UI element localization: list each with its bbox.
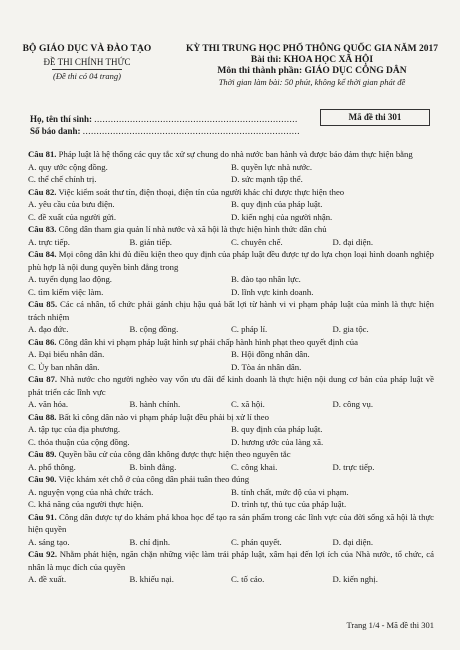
- question-number: Câu 92.: [28, 549, 58, 559]
- question-stem: [28, 186, 434, 199]
- question-item: [28, 223, 434, 248]
- answer-option: D. trình tự, thủ tục của pháp luật.: [231, 499, 347, 509]
- answer-options: [28, 348, 434, 373]
- answer-option: A. sáng tạo.: [28, 536, 70, 547]
- question-number: Câu 83.: [28, 224, 57, 234]
- answer-option: C. công khai.: [231, 461, 278, 472]
- candidate-name-row: [30, 113, 300, 125]
- answer-option: A. quy ước cộng đồng.: [28, 161, 108, 172]
- answer-options: [28, 323, 434, 336]
- candidate-id-field: ...............................................................................: [82, 126, 301, 136]
- answer-option: D. kiến nghị của người nhận.: [231, 211, 333, 222]
- answer-option: A. đạo đức.: [28, 324, 69, 334]
- answer-option: C. pháp lí.: [231, 324, 268, 334]
- candidate-name-field: ..........................................................................: [94, 114, 298, 124]
- answer-option: A. phổ thông.: [28, 461, 76, 472]
- answer-option: D. đại diện.: [332, 236, 374, 247]
- answer-option: B. bình đẳng.: [129, 461, 177, 472]
- answer-option: B. quy định của pháp luật.: [231, 424, 323, 434]
- question-text: Công dân được tự do khám phá khoa học để tạo ra sản phẩm trong các lĩnh vực của đời sống xã hội là thực hiện quyền: [28, 511, 435, 534]
- answer-option: D. gia tộc.: [332, 324, 369, 334]
- question-stem: [28, 548, 434, 573]
- question-item: [28, 148, 434, 186]
- question-number: Câu 84.: [28, 249, 57, 259]
- question-number: Câu 87.: [28, 374, 58, 384]
- question-stem: [28, 148, 434, 161]
- answer-option: C. tìm kiếm việc làm.: [28, 286, 104, 297]
- question-text: Nhằm phát hiện, ngăn chặn những việc làm trái pháp luật, xâm hại đến lợi ích của Nhà nước, tổ chức, cá nhân là mục đích của quyền: [28, 549, 435, 572]
- answer-options: [28, 423, 434, 448]
- answer-option: D. lĩnh vực kinh doanh.: [231, 286, 314, 297]
- answer-option: C. tố cáo.: [231, 574, 265, 584]
- answer-option: A. trực tiếp.: [28, 236, 70, 247]
- ministry-name: BỘ GIÁO DỤC VÀ ĐÀO TẠO: [22, 44, 152, 54]
- question-number: Câu 82.: [28, 186, 57, 197]
- answer-option: A. nguyện vọng của nhà chức trách.: [28, 486, 154, 497]
- question-stem: [28, 336, 434, 349]
- exam-part: Bài thi: KHOA HỌC XÃ HỘI: [250, 55, 374, 65]
- answer-option: B. gián tiếp.: [129, 236, 172, 247]
- question-number: Câu 81.: [28, 149, 57, 159]
- question-stem: [28, 448, 434, 461]
- answer-option: B. quy định của pháp luật.: [231, 199, 323, 209]
- answer-options: [28, 236, 434, 249]
- question-text: Việc kiểm soát thư tín, điện thoại, điện tín của người khác chỉ được thực hiện theo: [58, 186, 345, 197]
- question-text: Công dân tham gia quản lí nhà nước và xã hội là thực hiện hình thức dân chủ: [58, 224, 327, 234]
- answer-option: C. thể chế chính trị.: [28, 174, 97, 184]
- answer-option: B. đào tạo nhân lực.: [231, 274, 301, 284]
- exam-code-box: Mã đề thi 301: [320, 109, 430, 126]
- answer-option: C. thỏa thuận của cộng đồng.: [28, 436, 130, 447]
- answer-option: B. hành chính.: [129, 399, 181, 409]
- answer-option: D. trực tiếp.: [332, 461, 375, 472]
- question-text: Nhà nước cho người nghèo vay vốn ưu đãi để kinh doanh là thực hiện nội dung cơ bản của pháp luật về phát triển các lĩnh vực: [28, 374, 434, 397]
- answer-options: [28, 198, 434, 223]
- answer-option: B. cộng đồng.: [129, 324, 179, 334]
- question-item: [28, 298, 434, 336]
- answer-option: C. đề xuất của người gửi.: [28, 211, 117, 222]
- question-item: [28, 248, 434, 298]
- question-item: [28, 186, 434, 224]
- question-number: Câu 90.: [28, 474, 57, 484]
- question-number: Câu 91.: [28, 511, 57, 522]
- pages-note: (Đề thi có 04 trang): [53, 71, 121, 81]
- answer-options: [28, 273, 434, 298]
- answer-options: [28, 461, 434, 474]
- question-number: Câu 86.: [28, 336, 57, 347]
- answer-options: [28, 161, 434, 186]
- question-stem: [28, 223, 434, 236]
- answer-option: A. văn hóa.: [28, 399, 69, 409]
- answer-option: A. yêu cầu của bưu điện.: [28, 199, 115, 209]
- question-stem: [28, 511, 434, 536]
- answer-option: D. sức mạnh tập thể.: [231, 174, 303, 184]
- question-item: [28, 373, 434, 411]
- exam-subject: Môn thi thành phần: GIÁO DỤC CÔNG DÂN: [217, 66, 407, 76]
- answer-options: [28, 486, 434, 511]
- candidate-id-label: Số báo danh:: [30, 126, 81, 136]
- question-text: Bất kì công dân nào vi phạm pháp luật đều phải bị xử lí theo: [58, 411, 269, 422]
- answer-option: D. hương ước của làng xã.: [231, 436, 324, 447]
- answer-option: A. tập tục của địa phương.: [28, 424, 121, 434]
- question-text: Quyền bầu cử của công dân không được thực hiện theo nguyên tắc: [58, 449, 291, 459]
- question-stem: [28, 411, 434, 424]
- candidate-info: [30, 113, 300, 137]
- question-number: Câu 89.: [28, 449, 57, 459]
- question-text: Việc khám xét chỗ ở của công dân phải tuân theo đúng: [58, 474, 250, 484]
- answer-options: [28, 573, 434, 586]
- question-stem: [28, 473, 434, 486]
- answer-option: D. đại diện.: [332, 536, 374, 547]
- answer-option: B. quyền lực nhà nước.: [231, 161, 313, 172]
- question-item: [28, 473, 434, 511]
- answer-option: A. tuyển dụng lao động.: [28, 274, 112, 284]
- answer-option: A. đề xuất.: [28, 574, 67, 584]
- answer-options: [28, 536, 434, 549]
- answer-option: D. kiến nghị.: [332, 574, 378, 584]
- answer-option: B. chỉ định.: [129, 536, 171, 547]
- question-item: [28, 448, 434, 473]
- question-stem: [28, 248, 434, 273]
- official-label: ĐỀ THI CHÍNH THỨC: [43, 57, 131, 67]
- question-item: [28, 511, 434, 549]
- answer-option: D. Tòa án nhân dân.: [231, 361, 302, 372]
- question-number: Câu 88.: [28, 411, 57, 422]
- question-text: Công dân khi vi phạm pháp luật hình sự phải chấp hành hình phạt theo quyết định của: [58, 336, 358, 347]
- exam-header: [172, 44, 452, 87]
- question-item: [28, 548, 434, 586]
- question-stem: [28, 373, 434, 398]
- answer-option: B. Hội đồng nhân dân.: [231, 349, 310, 359]
- exam-title: KỲ THI TRUNG HỌC PHỔ THÔNG QUỐC GIA NĂM 2017: [185, 44, 439, 54]
- question-text: Các cá nhân, tổ chức phải gánh chịu hậu quả bất lợi từ hành vi vi phạm pháp luật của mình là thực hiện trách nhiệm: [28, 299, 434, 322]
- question-text: Pháp luật là hệ thống các quy tắc xử sự chung do nhà nước ban hành và được bảo đảm thực hiện bằng: [58, 149, 413, 159]
- question-stem: [28, 298, 434, 323]
- question-text: Mọi công dân khi đủ điều kiện theo quy định của pháp luật đều được tự do lựa chọn loại hình doanh nghiệp phù hợp là nội dung quyền bình đẳng trong: [28, 249, 434, 272]
- question-item: [28, 411, 434, 449]
- header-divider: [52, 69, 122, 70]
- answer-option: C. chuyên chế.: [231, 236, 283, 247]
- exam-duration: Thời gian làm bài: 50 phút, không kể thời gian phát đề: [218, 77, 406, 87]
- answer-option: A. Đại biểu nhân dân.: [28, 349, 105, 359]
- question-number: Câu 85.: [28, 299, 58, 309]
- candidate-id-row: [30, 125, 300, 137]
- answer-option: B. tính chất, mức độ của vi phạm.: [231, 486, 349, 497]
- answer-option: C. khả năng của người thực hiện.: [28, 499, 144, 509]
- answer-option: C. xã hội.: [231, 399, 265, 409]
- answer-option: C. Ủy ban nhân dân.: [28, 361, 100, 372]
- answer-option: B. khiếu nại.: [129, 574, 174, 584]
- answer-option: D. công vụ.: [332, 399, 374, 409]
- page-footer: Trang 1/4 - Mã đề thi 301: [346, 620, 434, 630]
- ministry-header: [12, 44, 162, 81]
- answer-option: C. phán quyết.: [231, 536, 282, 547]
- question-item: [28, 336, 434, 374]
- candidate-name-label: Họ, tên thí sinh:: [30, 114, 93, 124]
- answer-options: [28, 398, 434, 411]
- question-list: [28, 148, 434, 586]
